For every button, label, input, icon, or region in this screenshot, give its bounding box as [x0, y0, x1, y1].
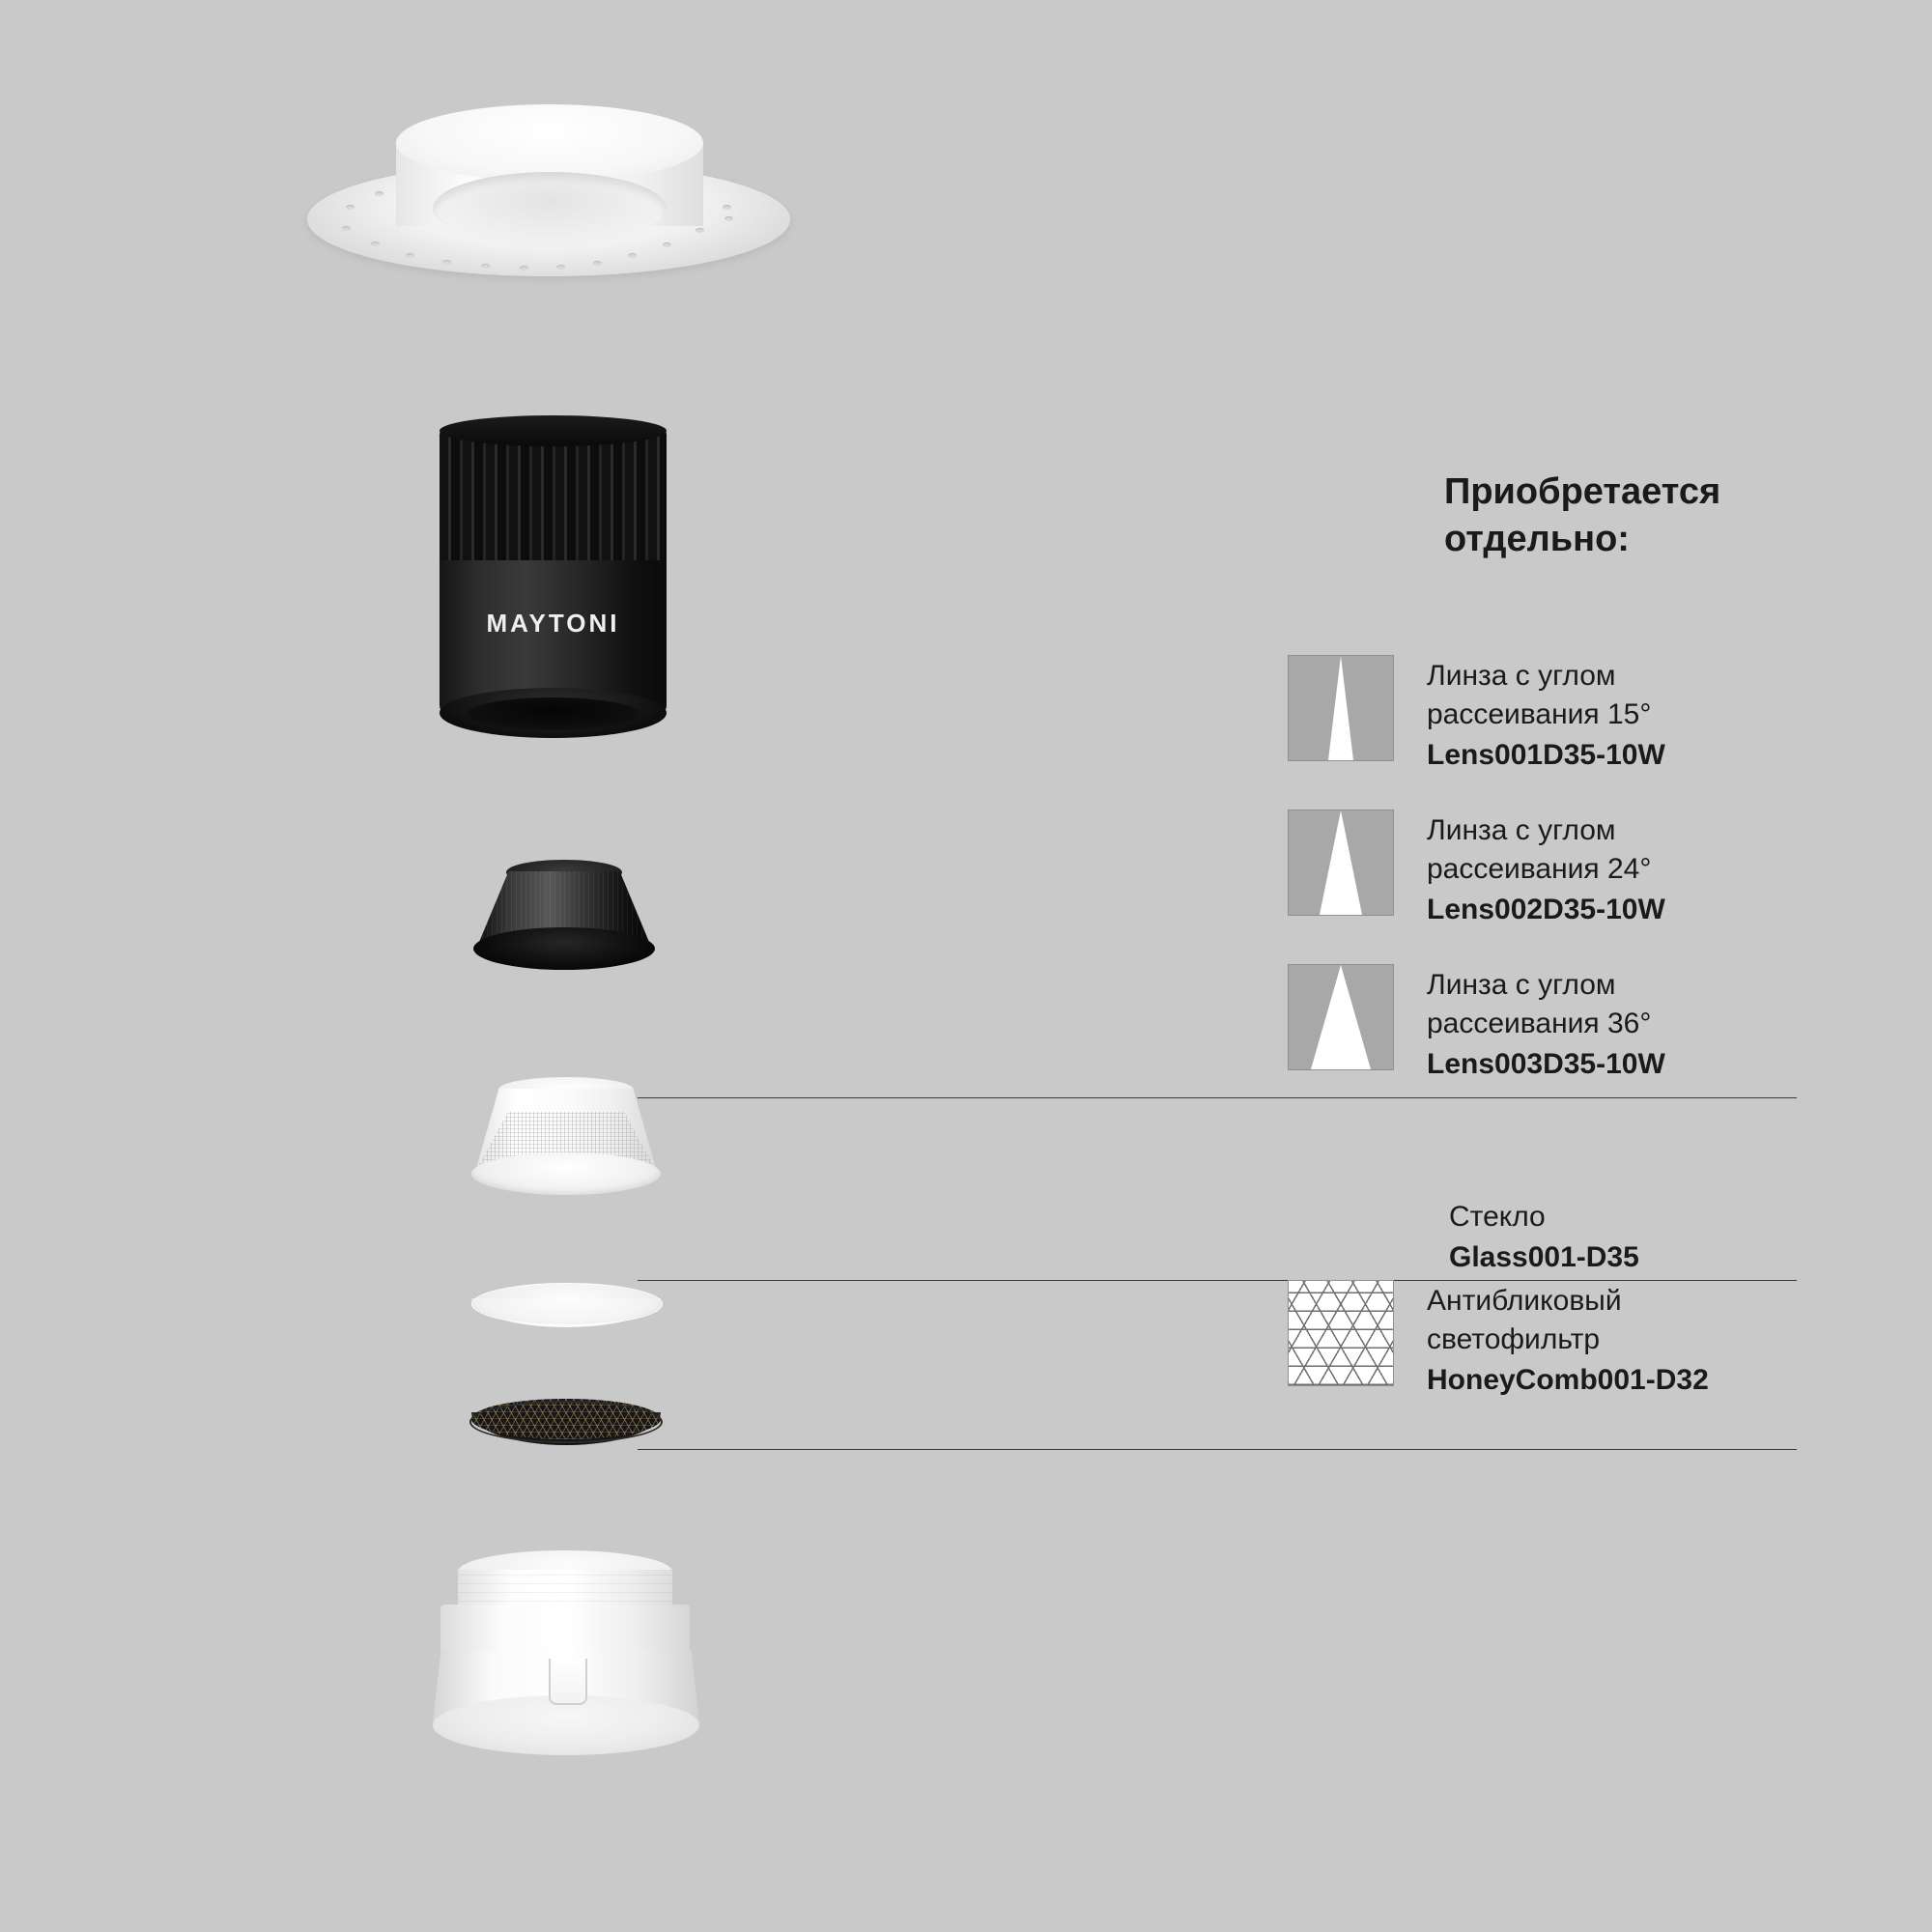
accessory-honeycomb-text: [1427, 1280, 1709, 1400]
accessory-lens-36-line2: рассеивания 36°: [1427, 1007, 1652, 1039]
accessory-lens-15-line1: Линза с углом: [1427, 660, 1616, 692]
part-honeycomb-filter: [471, 1399, 665, 1476]
reflector-base-ring: [473, 927, 655, 970]
part-led-module: [440, 415, 681, 753]
part-glass-disc: [471, 1283, 665, 1350]
glass-surface: [471, 1283, 663, 1325]
brand-logo: MAYTONI: [486, 609, 620, 638]
accessory-honeycomb-line2: светофильтр: [1427, 1322, 1601, 1355]
accessory-glass-code: Glass001-D35: [1449, 1240, 1639, 1273]
housing-spring-clip: [549, 1659, 587, 1705]
beam-15-icon: [1288, 655, 1394, 761]
accessory-lens-15-code: Lens001D35-10W: [1427, 738, 1665, 771]
accessory-lens-15-text: [1427, 655, 1665, 775]
sidebar-title-line1: Приобретается: [1444, 471, 1721, 512]
accessory-glass-line1: Стекло: [1449, 1201, 1546, 1233]
sidebar-title-line2: отдельно:: [1444, 518, 1630, 559]
leader-line-lens: [638, 1097, 1797, 1098]
accessory-lens-24-code: Lens002D35-10W: [1427, 893, 1665, 925]
beam-36-icon: [1288, 964, 1394, 1070]
part-mounting-plate: [307, 116, 810, 299]
honeycomb-icon: [1288, 1280, 1394, 1386]
accessory-lens-36-line1: Линза с углом: [1427, 969, 1616, 1001]
plate-top-ring: [396, 104, 703, 182]
module-aperture: [467, 697, 639, 730]
accessory-lens-24-text: [1427, 810, 1665, 929]
accessory-lens-15[interactable]: [1288, 655, 1665, 775]
accessory-honeycomb[interactable]: [1288, 1280, 1709, 1400]
accessory-lens-24[interactable]: [1288, 810, 1665, 929]
honeycomb-outer-ring: [469, 1401, 663, 1443]
accessory-lens-15-line2: рассеивания 15°: [1427, 697, 1652, 730]
accessory-lens-36[interactable]: [1288, 964, 1665, 1084]
leader-line-honeycomb: [638, 1449, 1797, 1450]
part-white-housing: [433, 1550, 703, 1782]
accessory-lens-24-line1: Линза с углом: [1427, 814, 1616, 846]
lens-base-ring: [471, 1152, 661, 1195]
beam-24-icon: [1288, 810, 1394, 916]
sidebar-title: [1444, 469, 1850, 562]
accessory-honeycomb-line1: Антибликовый: [1427, 1285, 1622, 1317]
plate-aperture: [433, 172, 667, 245]
heatsink-top: [440, 415, 667, 446]
accessory-glass[interactable]: [1449, 1198, 1639, 1277]
accessory-lens-36-code: Lens003D35-10W: [1427, 1047, 1665, 1080]
part-black-reflector: [473, 860, 647, 976]
accessory-honeycomb-code: HoneyComb001-D32: [1427, 1363, 1709, 1396]
accessory-lens-24-line2: рассеивания 24°: [1427, 852, 1652, 885]
accessory-lens-36-text: [1427, 964, 1665, 1084]
part-clear-lens: [475, 1077, 659, 1203]
